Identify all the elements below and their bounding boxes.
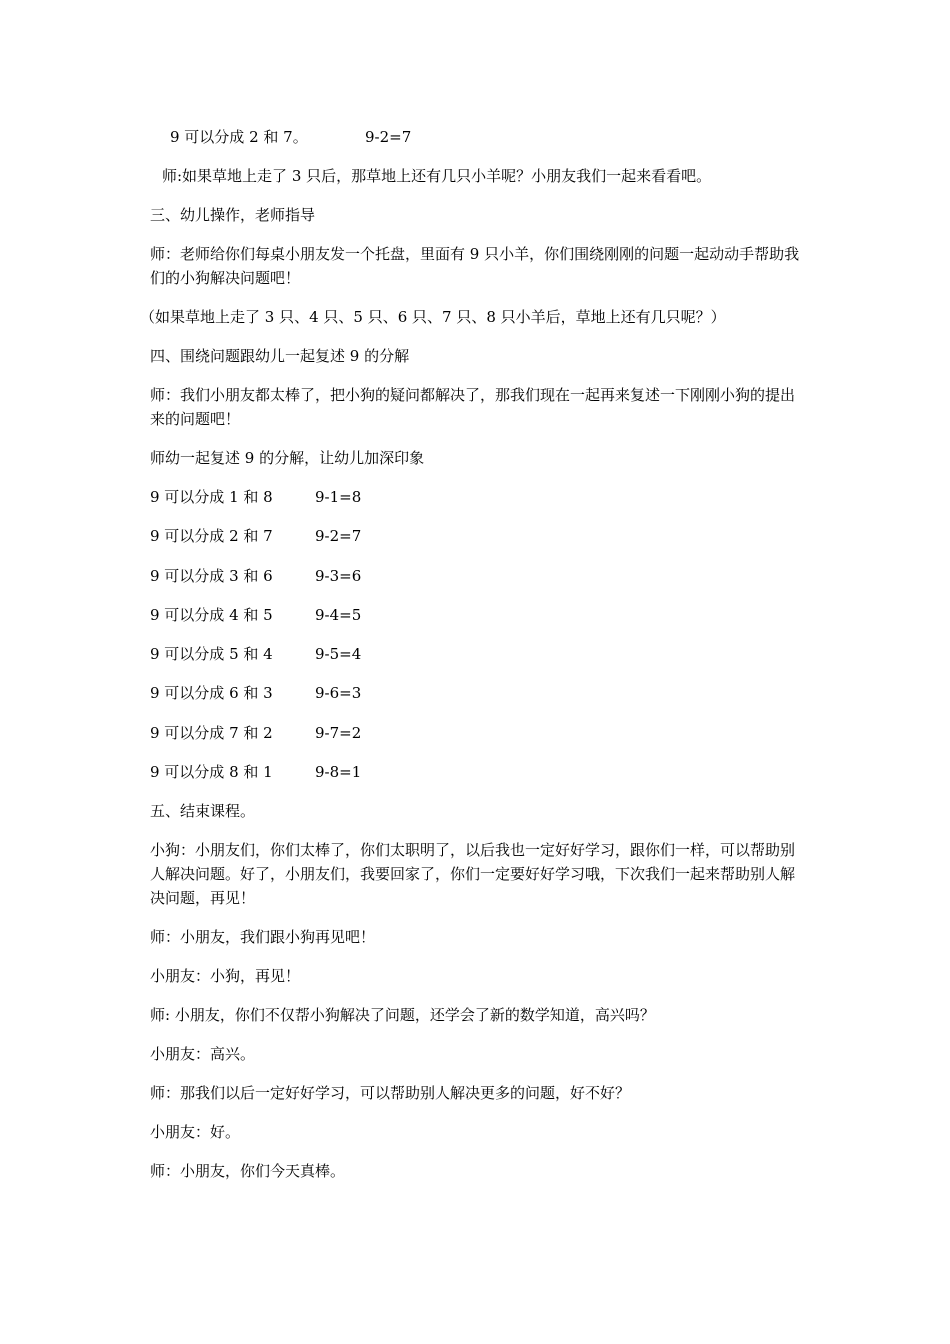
decomposition-text: 9 可以分成 3 和 6 xyxy=(150,566,273,585)
document-body xyxy=(140,125,800,1198)
teacher-encourage-line: 师：那我们以后一定好好学习，可以帮助别人解决更多的问题，好不好？ xyxy=(150,1084,631,1103)
decomposition-row xyxy=(150,564,800,588)
intro-decomposition-text: 9 可以分成 2 和 7。 xyxy=(170,128,308,146)
decomposition-text: 9 可以分成 2 和 7 xyxy=(150,527,273,546)
section-five-heading: 五、结束课程。 xyxy=(150,802,256,821)
puppy-dialogue-paragraph: 小狗：小朋友们，你们太棒了，你们太职明了，以后我也一定好好学习，跟你们一样，可以帮助别人解决问题。好了，小朋友们，我要回家了，你们一定要好好学习哦，下次我们一起来帮助别人解决问题，再见！ xyxy=(150,841,796,908)
section-four-heading: 四、围绕问题跟幼儿一起复述 9 的分解 xyxy=(150,347,410,365)
section-three-heading: 三、幼儿操作，老师指导 xyxy=(150,206,316,224)
decomposition-text: 9 可以分成 1 和 8 xyxy=(150,488,273,506)
teacher-instruction-paragraph: 师：老师给你们每桌小朋友发一个托盘，里面有 9 只小羊，你们围绕刚刚的问题一起动动手帮助我们的小狗解决问题吧！ xyxy=(150,245,800,287)
teacher-praise-line: 师：小朋友，你们今天真棒。 xyxy=(150,1162,346,1181)
equation-text: 9-3=6 xyxy=(315,566,362,585)
decomposition-text: 9 可以分成 7 和 2 xyxy=(150,723,273,742)
equation-text: 9-8=1 xyxy=(315,763,362,782)
teacher-question-paragraph: 师:如果草地上走了 3 只后，那草地上还有几只小羊呢？小朋友我们一起来看看吧。 xyxy=(162,167,712,185)
review-instruction-paragraph: 师幼一起复述 9 的分解，让幼儿加深印象 xyxy=(150,449,425,467)
decomposition-list xyxy=(150,485,800,784)
intro-equation-text: 9-2=7 xyxy=(365,128,412,146)
equation-text: 9-7=2 xyxy=(315,723,362,742)
decomposition-row xyxy=(150,721,800,745)
decomposition-text: 9 可以分成 4 和 5 xyxy=(150,605,273,624)
decomposition-row xyxy=(150,485,800,509)
parenthetical-question: （如果草地上走了 3 只、4 只、5 只、6 只、7 只、8 只小羊后，草地上还有几只呢？） xyxy=(140,308,726,326)
equation-text: 9-1=8 xyxy=(315,488,362,506)
decomposition-row xyxy=(150,760,800,784)
equation-text: 9-6=3 xyxy=(315,684,362,703)
equation-text: 9-4=5 xyxy=(315,605,362,624)
equation-text: 9-2=7 xyxy=(315,527,362,546)
decomposition-row xyxy=(150,524,800,548)
decomposition-text: 9 可以分成 6 和 3 xyxy=(150,684,273,703)
children-agree-line: 小朋友：好。 xyxy=(150,1123,241,1142)
decomposition-text: 9 可以分成 8 和 1 xyxy=(150,763,273,782)
children-answer-line: 小朋友：高兴。 xyxy=(150,1045,256,1064)
decomposition-row xyxy=(150,681,800,705)
equation-text: 9-5=4 xyxy=(315,645,362,664)
decomposition-row xyxy=(150,642,800,666)
intro-decomposition-row xyxy=(150,125,800,149)
decomposition-text: 9 可以分成 5 和 4 xyxy=(150,645,273,664)
teacher-farewell-line: 师：小朋友，我们跟小狗再见吧！ xyxy=(150,928,376,947)
teacher-review-paragraph: 师：我们小朋友都太棒了，把小狗的疑问都解决了，那我们现在一起再来复述一下刚刚小狗的提出来的问题吧！ xyxy=(150,386,796,428)
decomposition-row xyxy=(150,603,800,627)
teacher-question-line: 师: 小朋友，你们不仅帮小狗解决了问题，还学会了新的数学知道，高兴吗？ xyxy=(150,1006,655,1025)
children-farewell-line: 小朋友：小狗，再见！ xyxy=(150,967,301,986)
